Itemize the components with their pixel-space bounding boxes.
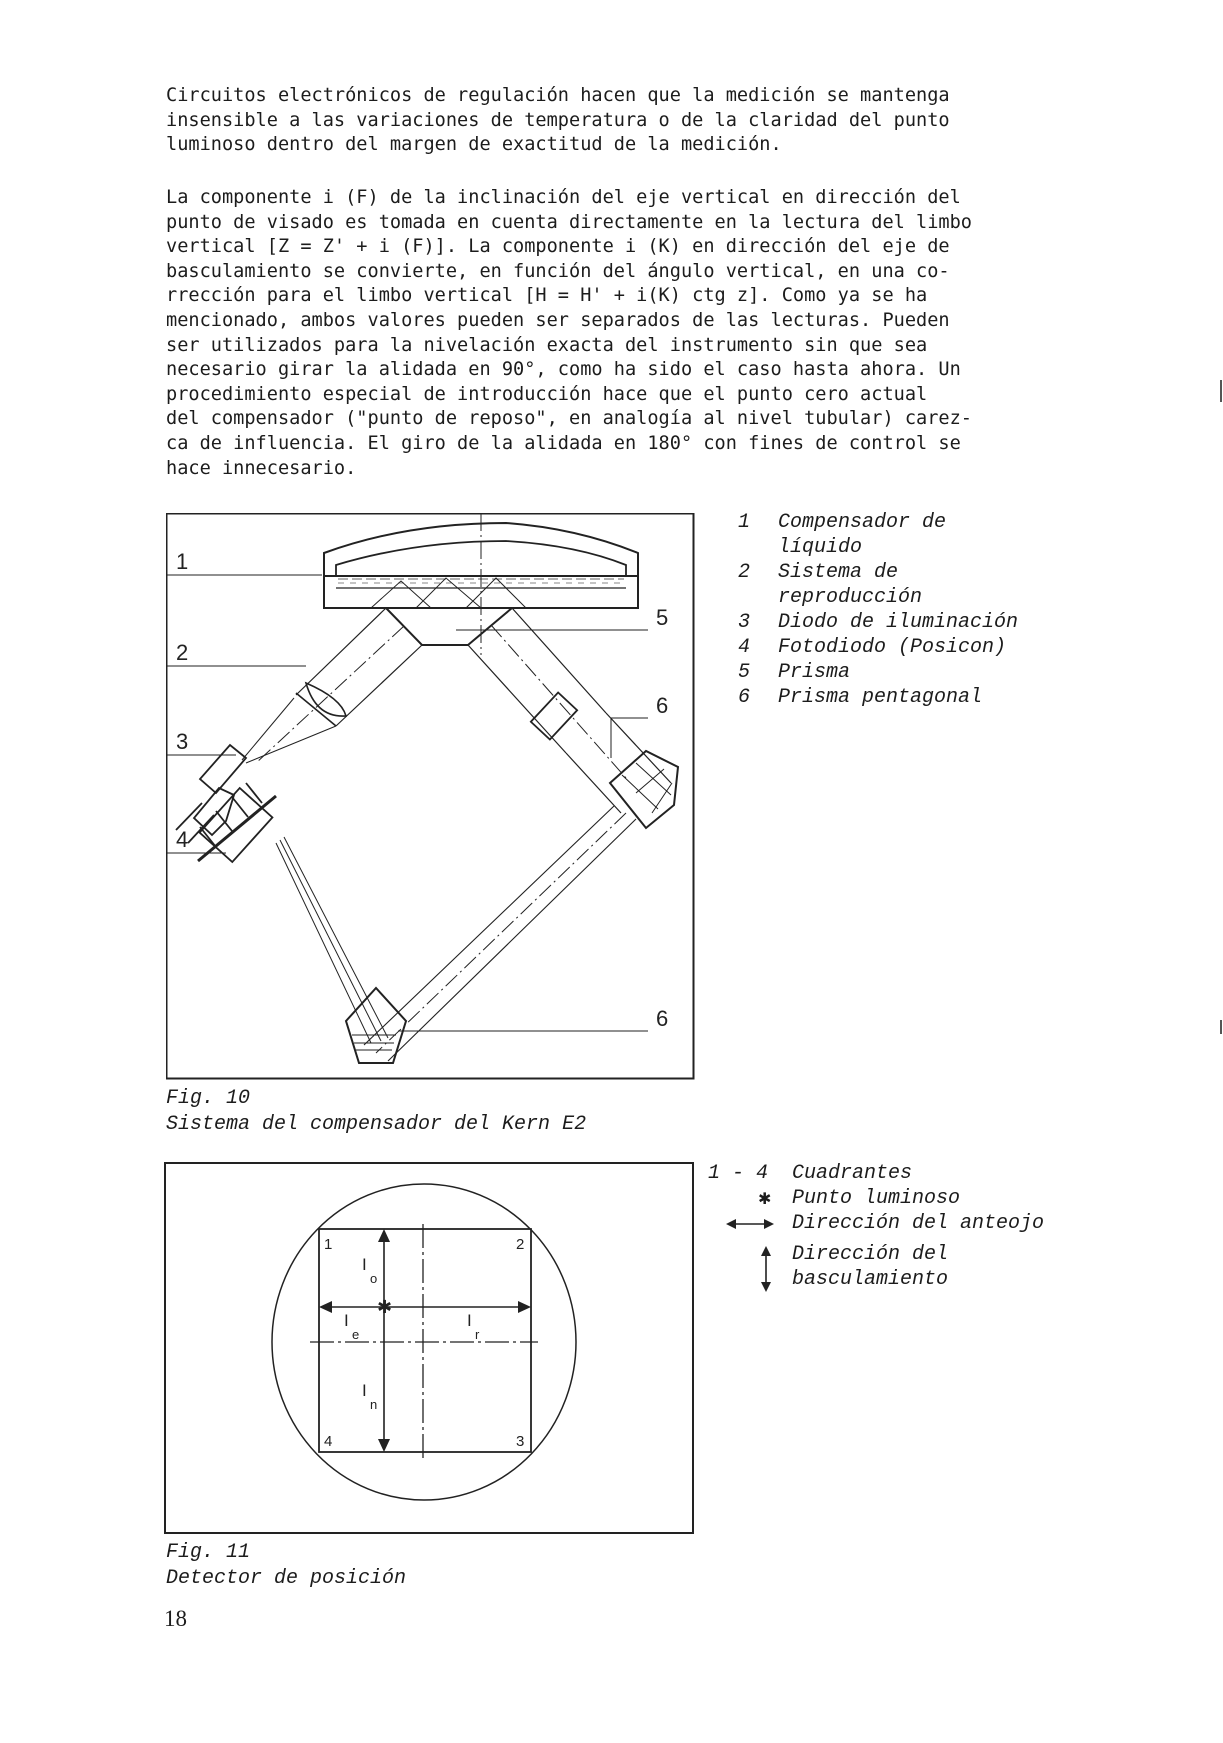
intensity-in-subscript: n — [370, 1397, 378, 1412]
text-line: procedimiento especial de introducción hace que el punto cero actual — [166, 383, 928, 405]
legend-item — [708, 1186, 1068, 1211]
figure-frame — [165, 1163, 693, 1533]
figure-10-caption — [166, 1086, 586, 1138]
text-line: ser utilizados para la nivelación exacta del instrumento sin que sea — [166, 334, 928, 356]
figure-11-legend — [708, 1161, 1068, 1292]
figure-frame — [167, 514, 694, 1079]
arrowhead — [518, 1301, 531, 1313]
figure-number: Fig. 11 — [166, 1541, 251, 1564]
callout-6-upper: 6 — [656, 693, 669, 718]
callout-4: 4 — [176, 827, 189, 852]
legend-item — [738, 510, 1068, 560]
legend-number: 6 — [738, 686, 751, 709]
figure-title: Sistema del compensador del Kern E2 — [166, 1113, 587, 1136]
pentaprism-lower — [346, 988, 406, 1063]
arrowhead — [378, 1229, 390, 1242]
intro-paragraph — [166, 84, 1166, 158]
text-line: vertical [Z = Z' + i (F)]. La componente i (K) en dirección del eje de — [166, 236, 950, 258]
text-line: del compensador ("punto de reposo", en analogía al nivel tubular) carez- — [166, 408, 972, 430]
legend-text: Sistema de reproducción — [778, 561, 923, 609]
legend-item — [708, 1242, 1068, 1292]
body-paragraph — [166, 186, 1166, 481]
legend-item — [708, 1161, 1068, 1186]
legend-text: Diodo de iluminación — [778, 611, 1019, 634]
horizontal-double-arrow-icon — [726, 1217, 774, 1231]
text-line: Circuitos electrónicos de regulación hacen que la medición se mantenga — [166, 85, 950, 106]
arrowhead — [319, 1301, 332, 1313]
figure-10-legend — [738, 510, 1068, 710]
legend-item — [708, 1211, 1068, 1236]
text-line: mencionado, ambos valores pueden ser separados de las lecturas. Pueden — [166, 309, 950, 331]
prism — [386, 608, 512, 645]
text-line: punto de visado es tomada en cuenta directamente en la lectura del limbo — [166, 211, 972, 233]
legend-item — [738, 560, 1068, 610]
intensity-io-label: I — [362, 1255, 367, 1274]
legend-text: Cuadrantes — [792, 1162, 913, 1185]
intensity-ie-subscript: e — [352, 1327, 360, 1342]
legend-text: Fotodiodo (Posicon) — [778, 636, 1007, 659]
text-line: rrección para el limbo vertical [H = H' + i(K) ctg z]. Como ya se ha — [166, 285, 928, 307]
vertical-double-arrow-icon — [759, 1246, 773, 1292]
figure-title: Detector de posición — [166, 1567, 407, 1590]
text-line: La componente i (F) de la inclinación del eje vertical en dirección del — [166, 187, 961, 208]
text-line: necesario girar la alidada en 90°, como ha sido el caso hasta ahora. Un — [166, 359, 961, 381]
callout-6-lower: 6 — [656, 1006, 669, 1031]
legend-item — [738, 610, 1068, 635]
legend-number: 3 — [738, 611, 751, 634]
legend-text: Prisma pentagonal — [778, 686, 983, 709]
legend-text: Punto luminoso — [792, 1187, 961, 1210]
text-line: hace innecesario. — [166, 457, 357, 479]
legend-text: Dirección del anteojo — [792, 1212, 1045, 1235]
callout-3: 3 — [176, 729, 189, 754]
callout-1: 1 — [176, 549, 189, 574]
legend-item — [738, 685, 1068, 710]
scan-margin-mark — [1220, 1020, 1222, 1034]
legend-item — [738, 660, 1068, 685]
callout-5: 5 — [656, 605, 669, 630]
intensity-ir-label: I — [467, 1311, 472, 1330]
quadrant-1-label: 1 — [324, 1236, 333, 1253]
legend-number: 1 - 4 — [708, 1162, 769, 1185]
scan-margin-mark — [1220, 380, 1222, 402]
photodiode — [198, 783, 276, 862]
asterisk-icon: ✱ — [758, 1189, 772, 1208]
text-line: insensible a las variaciones de temperatura o de la claridad del punto — [166, 109, 950, 131]
figure-11-caption — [166, 1540, 406, 1592]
intensity-in-label: I — [362, 1381, 367, 1400]
text-line: luminoso dentro del margen de exactitud de la medición. — [166, 134, 782, 156]
legend-number: 2 — [738, 561, 751, 584]
legend-text: Compensador de líquido — [778, 511, 947, 559]
legend-text: Dirección del basculamiento — [792, 1243, 949, 1291]
figure-11-diagram — [164, 1162, 696, 1538]
intensity-io-subscript: o — [370, 1271, 378, 1286]
intensity-ir-subscript: r — [475, 1327, 480, 1342]
quadrant-4-label: 4 — [324, 1433, 333, 1450]
legend-number: 4 — [738, 636, 751, 659]
text-line: ca de influencia. El giro de la alidada en 180° con fines de control se — [166, 432, 961, 454]
text-line: basculamiento se convierte, en función del ángulo vertical, en una co- — [166, 260, 950, 282]
intensity-ie-label: I — [344, 1311, 349, 1330]
legend-number: 5 — [738, 661, 751, 684]
arrowhead — [378, 1439, 390, 1452]
light-spot-asterisk-icon: ✱ — [377, 1297, 393, 1318]
figure-number: Fig. 10 — [166, 1087, 251, 1110]
page-number: 18 — [164, 1606, 187, 1631]
quadrant-3-label: 3 — [516, 1433, 525, 1450]
legend-number: 1 — [738, 511, 751, 534]
quadrant-2-label: 2 — [516, 1236, 525, 1253]
figure-10-diagram — [166, 513, 696, 1083]
callout-2: 2 — [176, 640, 189, 665]
quadrant-square — [319, 1229, 531, 1452]
legend-text: Prisma — [778, 661, 851, 684]
legend-item — [738, 635, 1068, 660]
